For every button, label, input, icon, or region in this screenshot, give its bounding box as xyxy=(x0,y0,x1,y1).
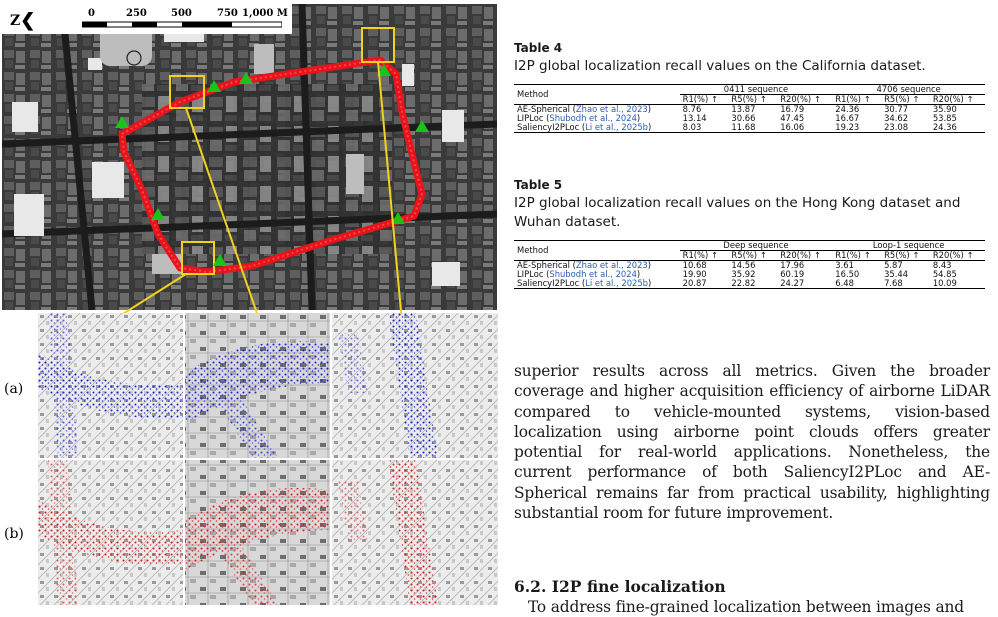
table-row: AE-Spherical (Zhao et al., 2023) 10.68 14.56 17.96 3.61 5.87 8.43 xyxy=(514,261,985,271)
scale-label-750: 750 xyxy=(217,8,238,19)
table5-cell: 54.85 xyxy=(932,269,957,279)
table5-col-header: R5(%) ↑ xyxy=(731,250,767,260)
table4-cell: 19.23 xyxy=(832,123,881,133)
table5-cell: 35.92 xyxy=(731,269,756,279)
table4-cite[interactable]: Shubodh et al., 2024 xyxy=(549,113,637,123)
row-label-a: (a) xyxy=(4,381,24,397)
table5-col-header: R20(%) ↑ xyxy=(932,250,974,260)
table4-group-1: 0411 sequence xyxy=(680,85,833,95)
scale-label-500: 500 xyxy=(171,8,192,19)
table5-cite[interactable]: Shubodh et al., 2024 xyxy=(549,269,637,279)
row-label-b: (b) xyxy=(4,526,24,542)
table5-col-header: R1(%) ↑ xyxy=(835,250,871,260)
table5-title: Table 5 xyxy=(514,178,563,192)
table4-cell: 34.62 xyxy=(884,113,909,123)
table5-group-2: Loop-1 sequence xyxy=(832,241,985,251)
table5-cell: 24.27 xyxy=(777,279,832,289)
table4-col-header: R5(%) ↑ xyxy=(731,94,767,104)
table5 xyxy=(514,240,985,289)
table4-cell: 30.77 xyxy=(881,105,930,115)
scale-label-250: 250 xyxy=(126,8,147,19)
table4-cite[interactable]: Li et al., 2025b xyxy=(585,122,649,132)
table5-method: SaliencyI2PLoc xyxy=(517,278,580,288)
section-first-line: To address fine-grained localization between images and xyxy=(528,598,964,616)
connector-lines xyxy=(0,0,500,330)
table5-cell: 8.43 xyxy=(930,261,985,271)
table4 xyxy=(514,84,985,133)
north-symbol: Z xyxy=(10,13,21,29)
table4-caption: I2P global localization recall values on the California dataset. xyxy=(514,58,926,74)
table4-col-header: R1(%) ↑ xyxy=(835,94,871,104)
point-cloud-grid xyxy=(38,313,498,613)
section-title: 6.2. I2P fine localization xyxy=(514,577,726,596)
table4-cell: 11.68 xyxy=(728,123,777,133)
body-paragraph: superior results across all metrics. Given the broader coverage and higher acquisition efficiency of airborne LiDAR compared to vehicle-mounted systems, vision-based localization using airborne point clouds offers greater potential for real-world applications. Nonetheless, the current performance of both SaliencyI2PLoc and AE-Spherical remains far from practical usability, highlighting substantial room for future improvement. xyxy=(514,362,990,523)
table4-cell: 16.79 xyxy=(777,105,832,115)
table4-cell: 47.45 xyxy=(780,113,805,123)
table4-group-2: 4706 sequence xyxy=(832,85,985,95)
table5-caption: I2P global localization recall values on the Hong Kong dataset and Wuhan dataset. xyxy=(514,195,961,230)
table4-cell: 35.90 xyxy=(930,105,985,115)
point-cloud-panels xyxy=(38,313,498,613)
table5-cell: 16.50 xyxy=(835,269,860,279)
table5-cell: 5.87 xyxy=(881,261,930,271)
table5-cell: 10.68 xyxy=(680,261,729,271)
table5-cell: 22.82 xyxy=(728,279,777,289)
table5-cell: 6.48 xyxy=(832,279,881,289)
table4-cell: 24.36 xyxy=(930,123,985,133)
table5-col-header: R1(%) ↑ xyxy=(682,250,718,260)
table4-cell: 13.87 xyxy=(728,105,777,115)
table4-cell: 53.85 xyxy=(932,113,957,123)
table4-cell: 16.67 xyxy=(835,113,860,123)
table5-cell: 17.96 xyxy=(777,261,832,271)
table5-cell: 3.61 xyxy=(832,261,881,271)
table-row: LIPLoc (Shubodh et al., 2024) 13.14 30.66 47.45 16.67 34.62 53.85 xyxy=(514,114,985,123)
table5-method: AE-Spherical xyxy=(517,260,570,270)
table5-cite[interactable]: Zhao et al., 2023 xyxy=(575,260,648,270)
table5-cell: 20.87 xyxy=(680,279,729,289)
table4-col-header: R1(%) ↑ xyxy=(682,94,718,104)
table4-title: Table 4 xyxy=(514,41,563,55)
table5-method-header: Method xyxy=(514,241,680,261)
table5-cell: 60.19 xyxy=(780,269,805,279)
table4-method: SaliencyI2PLoc xyxy=(517,122,580,132)
scale-label-1000: 1,000 M xyxy=(242,8,288,19)
table4-cell: 30.66 xyxy=(731,113,756,123)
table-row: SaliencyI2PLoc (Li et al., 2025b) 20.87 22.82 24.27 6.48 7.68 10.09 xyxy=(514,279,985,289)
table5-cell: 10.09 xyxy=(930,279,985,289)
table4-block xyxy=(514,41,994,133)
table-row: LIPLoc (Shubodh et al., 2024) 19.90 35.92 60.19 16.50 35.44 54.85 xyxy=(514,270,985,279)
table4-cell: 8.76 xyxy=(680,105,729,115)
north-arrow-icon: Z❮ xyxy=(10,10,36,31)
table5-col-header: R5(%) ↑ xyxy=(884,250,920,260)
table4-col-header: R5(%) ↑ xyxy=(884,94,920,104)
table-row: SaliencyI2PLoc (Li et al., 2025b) 8.03 11.68 16.06 19.23 23.08 24.36 xyxy=(514,123,985,133)
table4-cell: 16.06 xyxy=(777,123,832,133)
table4-cite[interactable]: Zhao et al., 2023 xyxy=(575,104,648,114)
table4-method: LIPLoc xyxy=(517,113,544,123)
table5-cite[interactable]: Li et al., 2025b xyxy=(585,278,649,288)
table4-cell: 23.08 xyxy=(881,123,930,133)
scale-label-0: 0 xyxy=(88,8,95,19)
table4-cell: 13.14 xyxy=(682,113,707,123)
table5-cell: 7.68 xyxy=(881,279,930,289)
table5-cell: 35.44 xyxy=(884,269,909,279)
table5-cell: 19.90 xyxy=(682,269,707,279)
table4-cell: 24.36 xyxy=(832,105,881,115)
table5-method: LIPLoc xyxy=(517,269,544,279)
table5-block xyxy=(514,178,994,289)
table4-method: AE-Spherical xyxy=(517,104,570,114)
table5-group-1: Deep sequence xyxy=(680,241,833,251)
table4-method-header: Method xyxy=(514,85,680,105)
table4-col-header: R20(%) ↑ xyxy=(932,94,974,104)
table-row: AE-Spherical (Zhao et al., 2023) 8.76 13.87 16.79 24.36 30.77 35.90 xyxy=(514,105,985,115)
table5-col-header: R20(%) ↑ xyxy=(780,250,821,260)
text-column xyxy=(514,0,994,617)
table4-cell: 8.03 xyxy=(680,123,729,133)
table5-cell: 14.56 xyxy=(728,261,777,271)
table4-col-header: R20(%) ↑ xyxy=(780,94,821,104)
